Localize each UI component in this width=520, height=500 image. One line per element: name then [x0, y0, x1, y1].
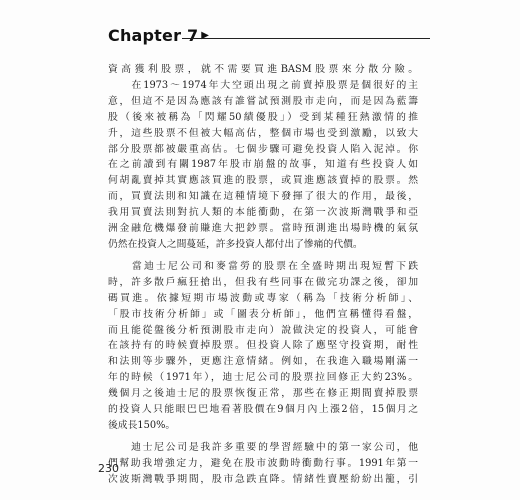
paragraph-line: 們幫助我增強定力，避免在股市波動時衝動行事。1991年第一	[108, 457, 418, 469]
paragraph-line: 在該持有的時候賣掉股票。但投資人除了應堅守投資期，耐性	[108, 340, 418, 352]
paragraph-line: 而且能從盤後分析預測股市走向）說做決定的投資人，可能會	[108, 324, 418, 336]
paragraph-line: 「股市技術分析師」或「圖表分析師」，他們宣稱懂得看盤，	[108, 308, 418, 320]
paragraph-line: 洲金融危機爆發前賺進大把鈔票。當時預測進出場時機的氣氛	[108, 223, 418, 235]
paragraph-line: 何胡亂賣掉其實應該買進的股票，或買進應該賣掉的股票。然	[108, 175, 418, 187]
chapter-arrow-icon: ▶	[201, 30, 209, 41]
page-number: 230	[98, 462, 119, 475]
header-rule	[182, 38, 430, 39]
paragraph-line: 年的時候（1971年），迪士尼公司的股票拉回修正大約23%。	[108, 372, 418, 384]
paragraph-line: 後成長150%。	[108, 419, 176, 431]
paragraph-line: 仍然在投資人之間蔓延，許多投資人都付出了慘痛的代價。	[108, 238, 363, 250]
paragraph-line: 碼買進。依據短期市場波動或專家（稱為「技術分析師」、	[108, 292, 418, 304]
paragraph-line: 時，許多散戶瘋狂搶出，但我有些同事在做完功課之後，卻加	[108, 276, 418, 288]
paragraph-line: 當迪士尼公司和麥當勞的股票在全盛時期出現短暫下跌	[108, 260, 418, 272]
chapter-title: Chapter 7	[108, 26, 199, 45]
paragraph-line: 迪士尼公司是我許多重要的學習經驗中的第一家公司，他	[108, 441, 418, 453]
paragraph-line: 在之前讀到有關1987年股市崩盤的故事，知道有些投資人如	[108, 159, 418, 171]
paragraph-line: 和法則等步驟外，更應注意情緒。例如，在我進入職場剛滿一	[108, 356, 418, 368]
paragraph-line: 而，買賣法則和知識在這種情境下發揮了很大的作用，最後，	[108, 191, 418, 203]
paragraph-line: 的投資人只能眼巴巴地看著股價在9個月內上漲2倍，15個月之	[108, 404, 418, 416]
paragraph-line: 次波斯灣戰爭期間，股市急跌直降。情緒性賣壓紛紛出籠，引	[108, 473, 418, 485]
paragraph-line: 我用買賣法則對抗人類的本能衝動，在第一次波斯灣戰爭和亞	[108, 207, 418, 219]
paragraph-line: 意，但這不是因為應該有誰嘗試預測股市走向，而是因為藍籌	[108, 95, 418, 107]
paragraph-line: 股（後來被稱為「閃耀50績優股」）受到某種狂熱激情的推	[108, 111, 418, 123]
chapter-heading	[108, 26, 209, 45]
paragraph-line: 升，這些股票不但被大幅高估，整個市場也受到激勵，以致大	[108, 127, 418, 139]
paragraph-line: 部分股票都被嚴重高估。七個步驟可避免投資人陷入泥淖。你	[108, 143, 418, 155]
paragraph-line: 在1973～1974年大空頭出現之前賣掉股票是個很好的主	[108, 79, 418, 91]
paragraph-line: 資高獲利股票，就不需要買進BASM股票來分散分險。	[108, 64, 418, 75]
paragraph-line: 幾個月之後迪士尼的股票恢復正常，那些在修正期間賣掉股票	[108, 388, 418, 400]
body-text	[108, 62, 418, 488]
